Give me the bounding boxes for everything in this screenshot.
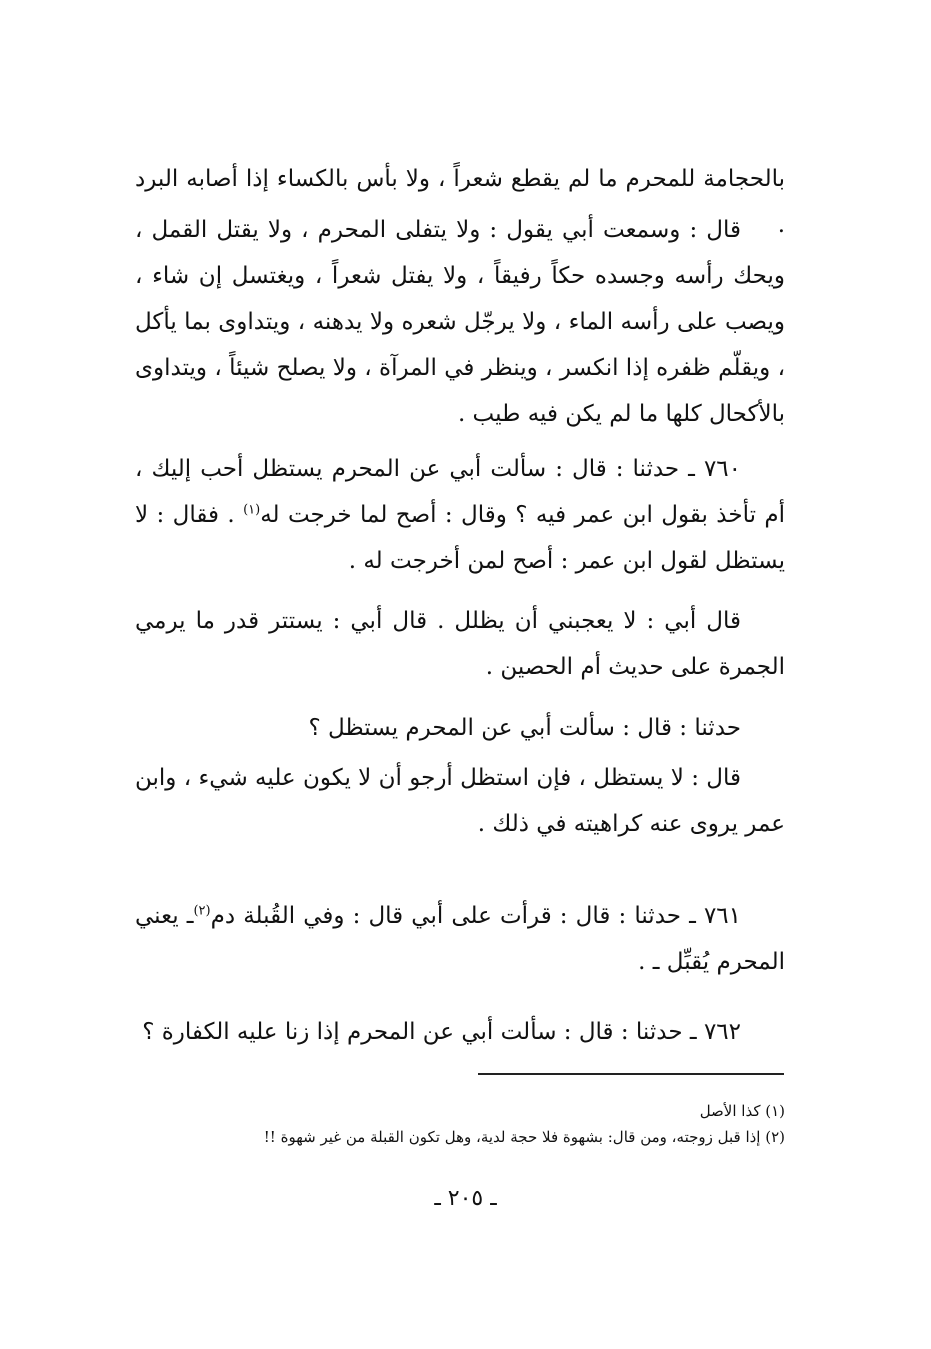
paragraph-text: قال : لا يستظل ، فإن استظل أرجو أن لا يكون عليه شيء ، وابن عمر يروى عنه كراهيته في ذلك . xyxy=(135,765,785,837)
paragraph-text xyxy=(135,893,785,985)
paragraph-text: قال أبي : لا يعجبني أن يظلل . قال أبي : يستتر قدر ما يرمي الجمرة على حديث أم الحصين . xyxy=(135,608,785,680)
paragraph-text: حدثنا : قال : سألت أبي عن المحرم يستظل ؟ xyxy=(308,715,741,741)
paragraph-text-after: . فقال : لا يستظل لقول ابن عمر : أصح لمن أخرجت له . xyxy=(135,502,785,574)
paragraph-ihram-rules xyxy=(135,207,785,437)
footnote-ref-1: (١) xyxy=(243,502,261,518)
paragraph-text xyxy=(135,446,785,584)
paragraph-question xyxy=(135,705,785,751)
footnote-2: (٢) إذا قبل زوجته، ومن قال: بشهوة فلا حجة لدية، وهل تكون القبلة من غير شهوة !! xyxy=(263,1128,785,1146)
paragraph-answer xyxy=(135,755,785,847)
paragraph-text: قال : وسمعت أبي يقول : ولا يتفلى المحرم ، ولا يقتل القمل ، ويحك رأسه وجسده حكاً رفيقاً ، ولا يفتل شعراً ، ويغتسل إن شاء ، ويصب على رأسه الماء ، ولا يرجّل شعره ولا يدهنه ، ويتداوى بما يأكل ، ويقلّم ظفره إذا انكسر ، وينظر في المرآة ، ولا يصلح شيئاً ، ويتداوى بالأكحال كلها ما لم يكن فيه طيب . xyxy=(135,217,785,427)
footnote-ref-2: (٢) xyxy=(193,903,211,919)
paragraph-762 xyxy=(135,1009,785,1055)
page-number: ـ ٢٠٥ ـ xyxy=(434,1186,497,1211)
paragraph-text-after: ـ يعني المحرم يُقبِّل ـ . xyxy=(135,903,785,975)
paragraph-text: ٧٦٢ ـ حدثنا : قال : سألت أبي عن المحرم إذا زنا عليه الكفارة ؟ xyxy=(142,1019,741,1045)
footnote-1: (١) كذا الأصل xyxy=(699,1102,785,1120)
paragraph-760 xyxy=(135,446,785,584)
paragraph-text: بالحجامة للمحرم ما لم يقطع شعراً ، ولا بأس بالكساء إذا أصابه البرد . xyxy=(135,166,785,238)
paragraph-761 xyxy=(135,893,785,985)
footnote-divider xyxy=(478,1073,784,1075)
paragraph-text-before: ٧٦٠ ـ حدثنا : قال : سألت أبي عن المحرم يستظل أحب إليك ، أم تأخذ بقول ابن عمر فيه ؟ وقال : أصح لما خرجت له xyxy=(135,456,785,528)
paragraph-text-before: ٧٦١ ـ حدثنا : قال : قرأت على أبي قال : وفي القُبلة دم xyxy=(210,903,741,929)
paragraph-shade xyxy=(135,598,785,690)
footnotes xyxy=(170,1098,785,1150)
